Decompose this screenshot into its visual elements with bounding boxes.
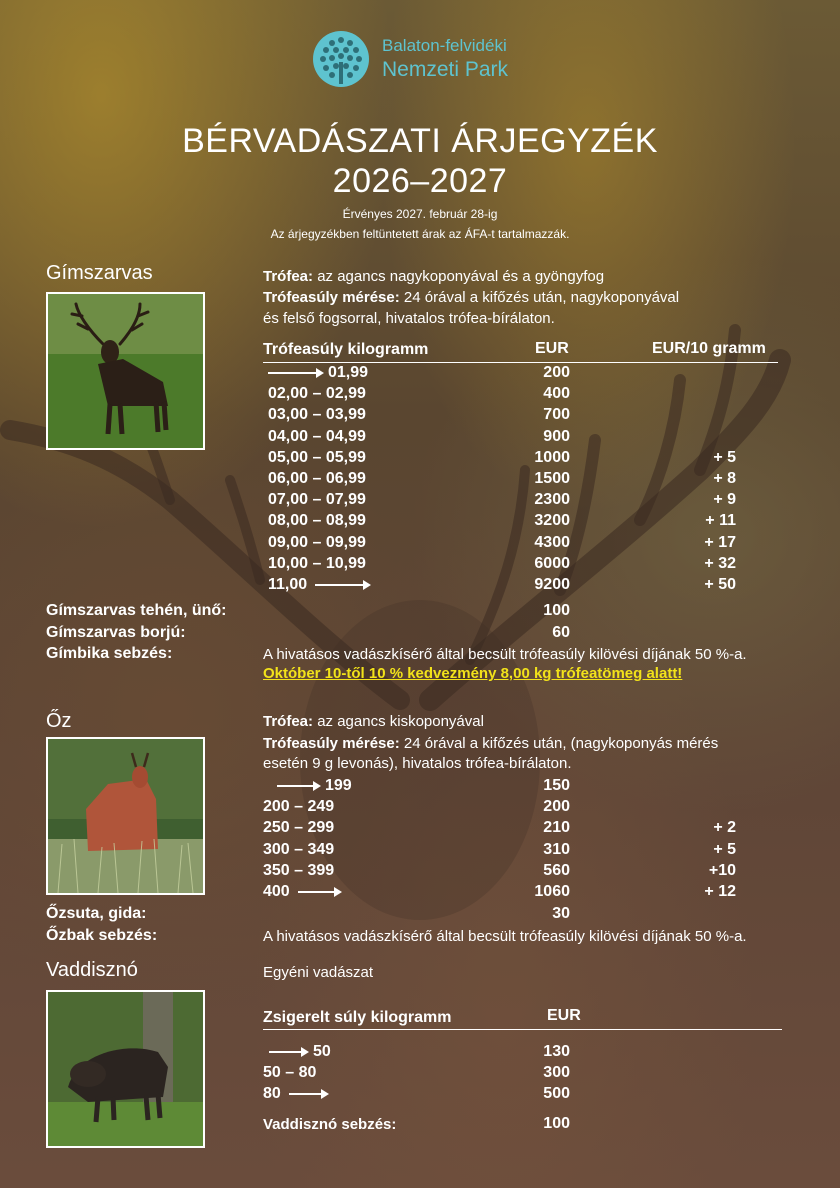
roe-deer-price-extra: +10 xyxy=(708,861,736,879)
boar-price-range xyxy=(263,1043,331,1061)
red-deer-price-range xyxy=(268,534,366,552)
red-deer-price-range xyxy=(268,428,366,446)
roe-deer-trophy-text: az agancs kiskoponyával xyxy=(317,713,484,730)
arrow-icon xyxy=(315,580,371,590)
arrow-icon xyxy=(277,781,321,791)
red-deer-price-range-text: 10,00 – 10,99 xyxy=(268,554,366,572)
red-deer-col-weight: Trófeasúly kilogramm xyxy=(263,341,429,358)
red-deer-price-eur: 9200 xyxy=(534,576,570,593)
park-logo xyxy=(312,28,542,90)
boar-price-range xyxy=(263,1085,329,1103)
red-deer-price-eur: 900 xyxy=(543,427,570,445)
roe-deer-price-eur: 210 xyxy=(543,819,570,837)
red-deer-wound-label: Gímbika sebzés: xyxy=(46,645,173,662)
roe-deer-photo xyxy=(46,737,205,895)
roe-deer-measure-text2: esetén 9 g levonás), hivatalos trófea-bírálaton. xyxy=(263,755,572,772)
roe-deer-price-extra: + 2 xyxy=(713,819,736,837)
roe-deer-price-range xyxy=(263,862,334,880)
red-deer-price-range-text: 08,00 – 08,99 xyxy=(268,512,366,530)
red-deer-price-range xyxy=(268,470,366,488)
red-deer-price-eur: 2300 xyxy=(534,491,570,509)
red-deer-price-eur: 1500 xyxy=(534,470,570,487)
roe-deer-price-eur: 310 xyxy=(543,840,570,858)
boar-wound-label: Vaddisznó sebzés: xyxy=(263,1116,397,1133)
red-deer-wound-text: A hivatásos vadászkísérő által becsült trófeasúly kilövési díjának 50 %-a. xyxy=(263,646,747,663)
logo-text-line2: Nemzeti Park xyxy=(382,58,509,81)
red-deer-measure-text2: és felső fogsorral, hivatalos trófea-bírálaton. xyxy=(263,310,555,327)
roe-deer-measure-text1: 24 órával a kifőzés után, (nagykoponyás mérés xyxy=(403,735,719,752)
roe-deer-measure-line xyxy=(263,735,718,752)
roe-deer-price-range xyxy=(263,883,342,901)
red-deer-price-range xyxy=(268,576,371,594)
red-deer-price-range xyxy=(268,385,366,403)
roe-deer-doe-label: Őzsuta, gida: xyxy=(46,905,147,922)
boar-price-range-text: 80 xyxy=(263,1085,281,1103)
red-deer-hind-label: Gímszarvas tehén, ünő: xyxy=(46,602,227,619)
section-title-roe-deer: Őz xyxy=(46,710,72,732)
boar-price-range-text: 50 – 80 xyxy=(263,1064,317,1082)
roe-deer-price-eur: 560 xyxy=(543,861,570,879)
roe-deer-price-extra: + 12 xyxy=(704,883,736,900)
roe-deer-doe-price: 30 xyxy=(552,905,570,922)
roe-deer-price-range-text: 400 xyxy=(263,883,290,900)
red-deer-price-range-text: 02,00 – 02,99 xyxy=(268,385,366,403)
red-deer-price-range-text: 04,00 – 04,99 xyxy=(268,427,366,445)
roe-deer-price-eur: 1060 xyxy=(534,883,570,900)
red-deer-price-extra: + 17 xyxy=(704,533,736,551)
red-deer-col-eur: EUR xyxy=(535,340,569,357)
red-deer-calf-price: 60 xyxy=(552,624,570,641)
red-deer-trophy-label: Trófea: xyxy=(263,268,314,285)
arrow-icon xyxy=(289,1089,329,1099)
park-logo-icon xyxy=(312,30,370,88)
red-deer-header-rule xyxy=(263,362,778,363)
roe-deer-price-range-text: 350 – 399 xyxy=(263,861,335,879)
section-title-boar: Vaddisznó xyxy=(46,959,138,981)
red-deer-price-eur: 3200 xyxy=(534,512,570,530)
roe-deer-measure-label: Trófeasúly mérése: xyxy=(263,735,400,752)
red-deer-price-range xyxy=(268,364,368,382)
red-deer-price-range xyxy=(268,491,366,509)
roe-deer-price-extra: + 5 xyxy=(713,840,736,858)
boar-price-eur: 300 xyxy=(543,1064,570,1082)
red-deer-price-range-text: 09,00 – 09,99 xyxy=(268,533,366,551)
boar-price-range-text: 50 xyxy=(313,1043,331,1060)
vat-note: Az árjegyzékben feltüntetett árak az ÁFA-t tartalmazzák. xyxy=(270,227,570,241)
roe-deer-price-range-text: 300 – 349 xyxy=(263,840,335,858)
red-deer-price-extra: + 11 xyxy=(705,512,736,530)
page-subtitle-years: 2026–2027 xyxy=(332,162,508,200)
red-deer-price-range-text: 11,00 xyxy=(268,576,308,593)
red-deer-price-eur: 400 xyxy=(543,385,570,403)
red-deer-price-extra: + 8 xyxy=(713,470,736,487)
red-deer-measure-line xyxy=(263,289,679,306)
red-deer-price-range xyxy=(268,449,366,467)
roe-deer-wound-text: A hivatásos vadászkísérő által becsült trófeasúly kilövési díjának 50 %-a. xyxy=(263,928,747,945)
boar-hunt-type: Egyéni vadászat xyxy=(263,964,374,981)
roe-deer-price-eur: 200 xyxy=(543,798,570,816)
red-deer-price-range xyxy=(268,406,366,424)
red-deer-price-eur: 1000 xyxy=(534,448,570,466)
boar-col-eur: EUR xyxy=(547,1007,581,1024)
roe-deer-trophy-label: Trófea: xyxy=(263,713,314,730)
red-deer-price-eur: 700 xyxy=(543,406,570,424)
red-deer-price-extra: + 5 xyxy=(713,448,736,466)
red-deer-price-range-text: 07,00 – 07,99 xyxy=(268,491,366,509)
red-deer-photo xyxy=(46,292,205,450)
red-deer-hind-price: 100 xyxy=(543,602,570,619)
boar-header-rule xyxy=(263,1029,782,1030)
red-deer-measure-label: Trófeasúly mérése: xyxy=(263,289,400,306)
arrow-icon xyxy=(298,887,342,897)
boar-photo xyxy=(46,990,205,1148)
red-deer-price-extra: + 32 xyxy=(704,554,736,572)
logo-text-line1: Balaton-felvidéki xyxy=(382,36,507,55)
red-deer-col-extra: EUR/10 gramm xyxy=(652,340,766,357)
red-deer-promo: Október 10-től 10 % kedvezmény 8,00 kg trófeatömeg alatt! xyxy=(263,665,683,682)
roe-deer-price-range xyxy=(263,798,334,816)
red-deer-price-extra: + 50 xyxy=(704,576,736,593)
boar-col-weight: Zsigerelt súly kilogramm xyxy=(263,1009,452,1026)
red-deer-price-eur: 6000 xyxy=(534,554,570,572)
page-title: BÉRVADÁSZATI ÁRJEGYZÉK xyxy=(182,122,658,160)
roe-deer-trophy-line xyxy=(263,713,484,730)
arrow-icon xyxy=(269,1047,309,1057)
roe-deer-price-range-text: 200 – 249 xyxy=(263,798,335,816)
red-deer-price-range-text: 06,00 – 06,99 xyxy=(268,470,366,487)
red-deer-price-extra: + 9 xyxy=(713,491,736,509)
red-deer-price-range-text: 01,99 xyxy=(328,364,369,381)
roe-deer-price-range-text: 199 xyxy=(325,777,352,794)
boar-price-eur: 500 xyxy=(543,1085,570,1103)
red-deer-trophy-line xyxy=(263,268,604,285)
boar-wound-price: 100 xyxy=(543,1115,570,1132)
red-deer-price-range-text: 05,00 – 05,99 xyxy=(268,448,366,466)
validity-note: Érvényes 2027. február 28-ig xyxy=(342,207,498,221)
roe-deer-price-range xyxy=(263,841,334,859)
red-deer-price-range xyxy=(268,512,366,530)
boar-price-eur: 130 xyxy=(543,1043,570,1060)
arrow-icon xyxy=(268,368,324,378)
red-deer-price-range-text: 03,00 – 03,99 xyxy=(268,406,366,424)
red-deer-price-range xyxy=(268,555,366,573)
red-deer-trophy-text: az agancs nagykoponyával és a gyöngyfog xyxy=(317,268,605,285)
red-deer-measure-text1: 24 órával a kifőzés után, nagykoponyával xyxy=(403,289,680,306)
section-title-red-deer: Gímszarvas xyxy=(46,262,153,284)
red-deer-price-eur: 4300 xyxy=(534,533,570,551)
red-deer-calf-label: Gímszarvas borjú: xyxy=(46,624,186,641)
roe-deer-wound-label: Őzbak sebzés: xyxy=(46,927,158,944)
roe-deer-price-range xyxy=(263,777,352,795)
red-deer-price-eur: 200 xyxy=(543,364,570,381)
roe-deer-price-eur: 150 xyxy=(543,777,570,794)
roe-deer-price-range-text: 250 – 299 xyxy=(263,819,335,837)
boar-price-range xyxy=(263,1064,316,1082)
roe-deer-price-range xyxy=(263,819,334,837)
